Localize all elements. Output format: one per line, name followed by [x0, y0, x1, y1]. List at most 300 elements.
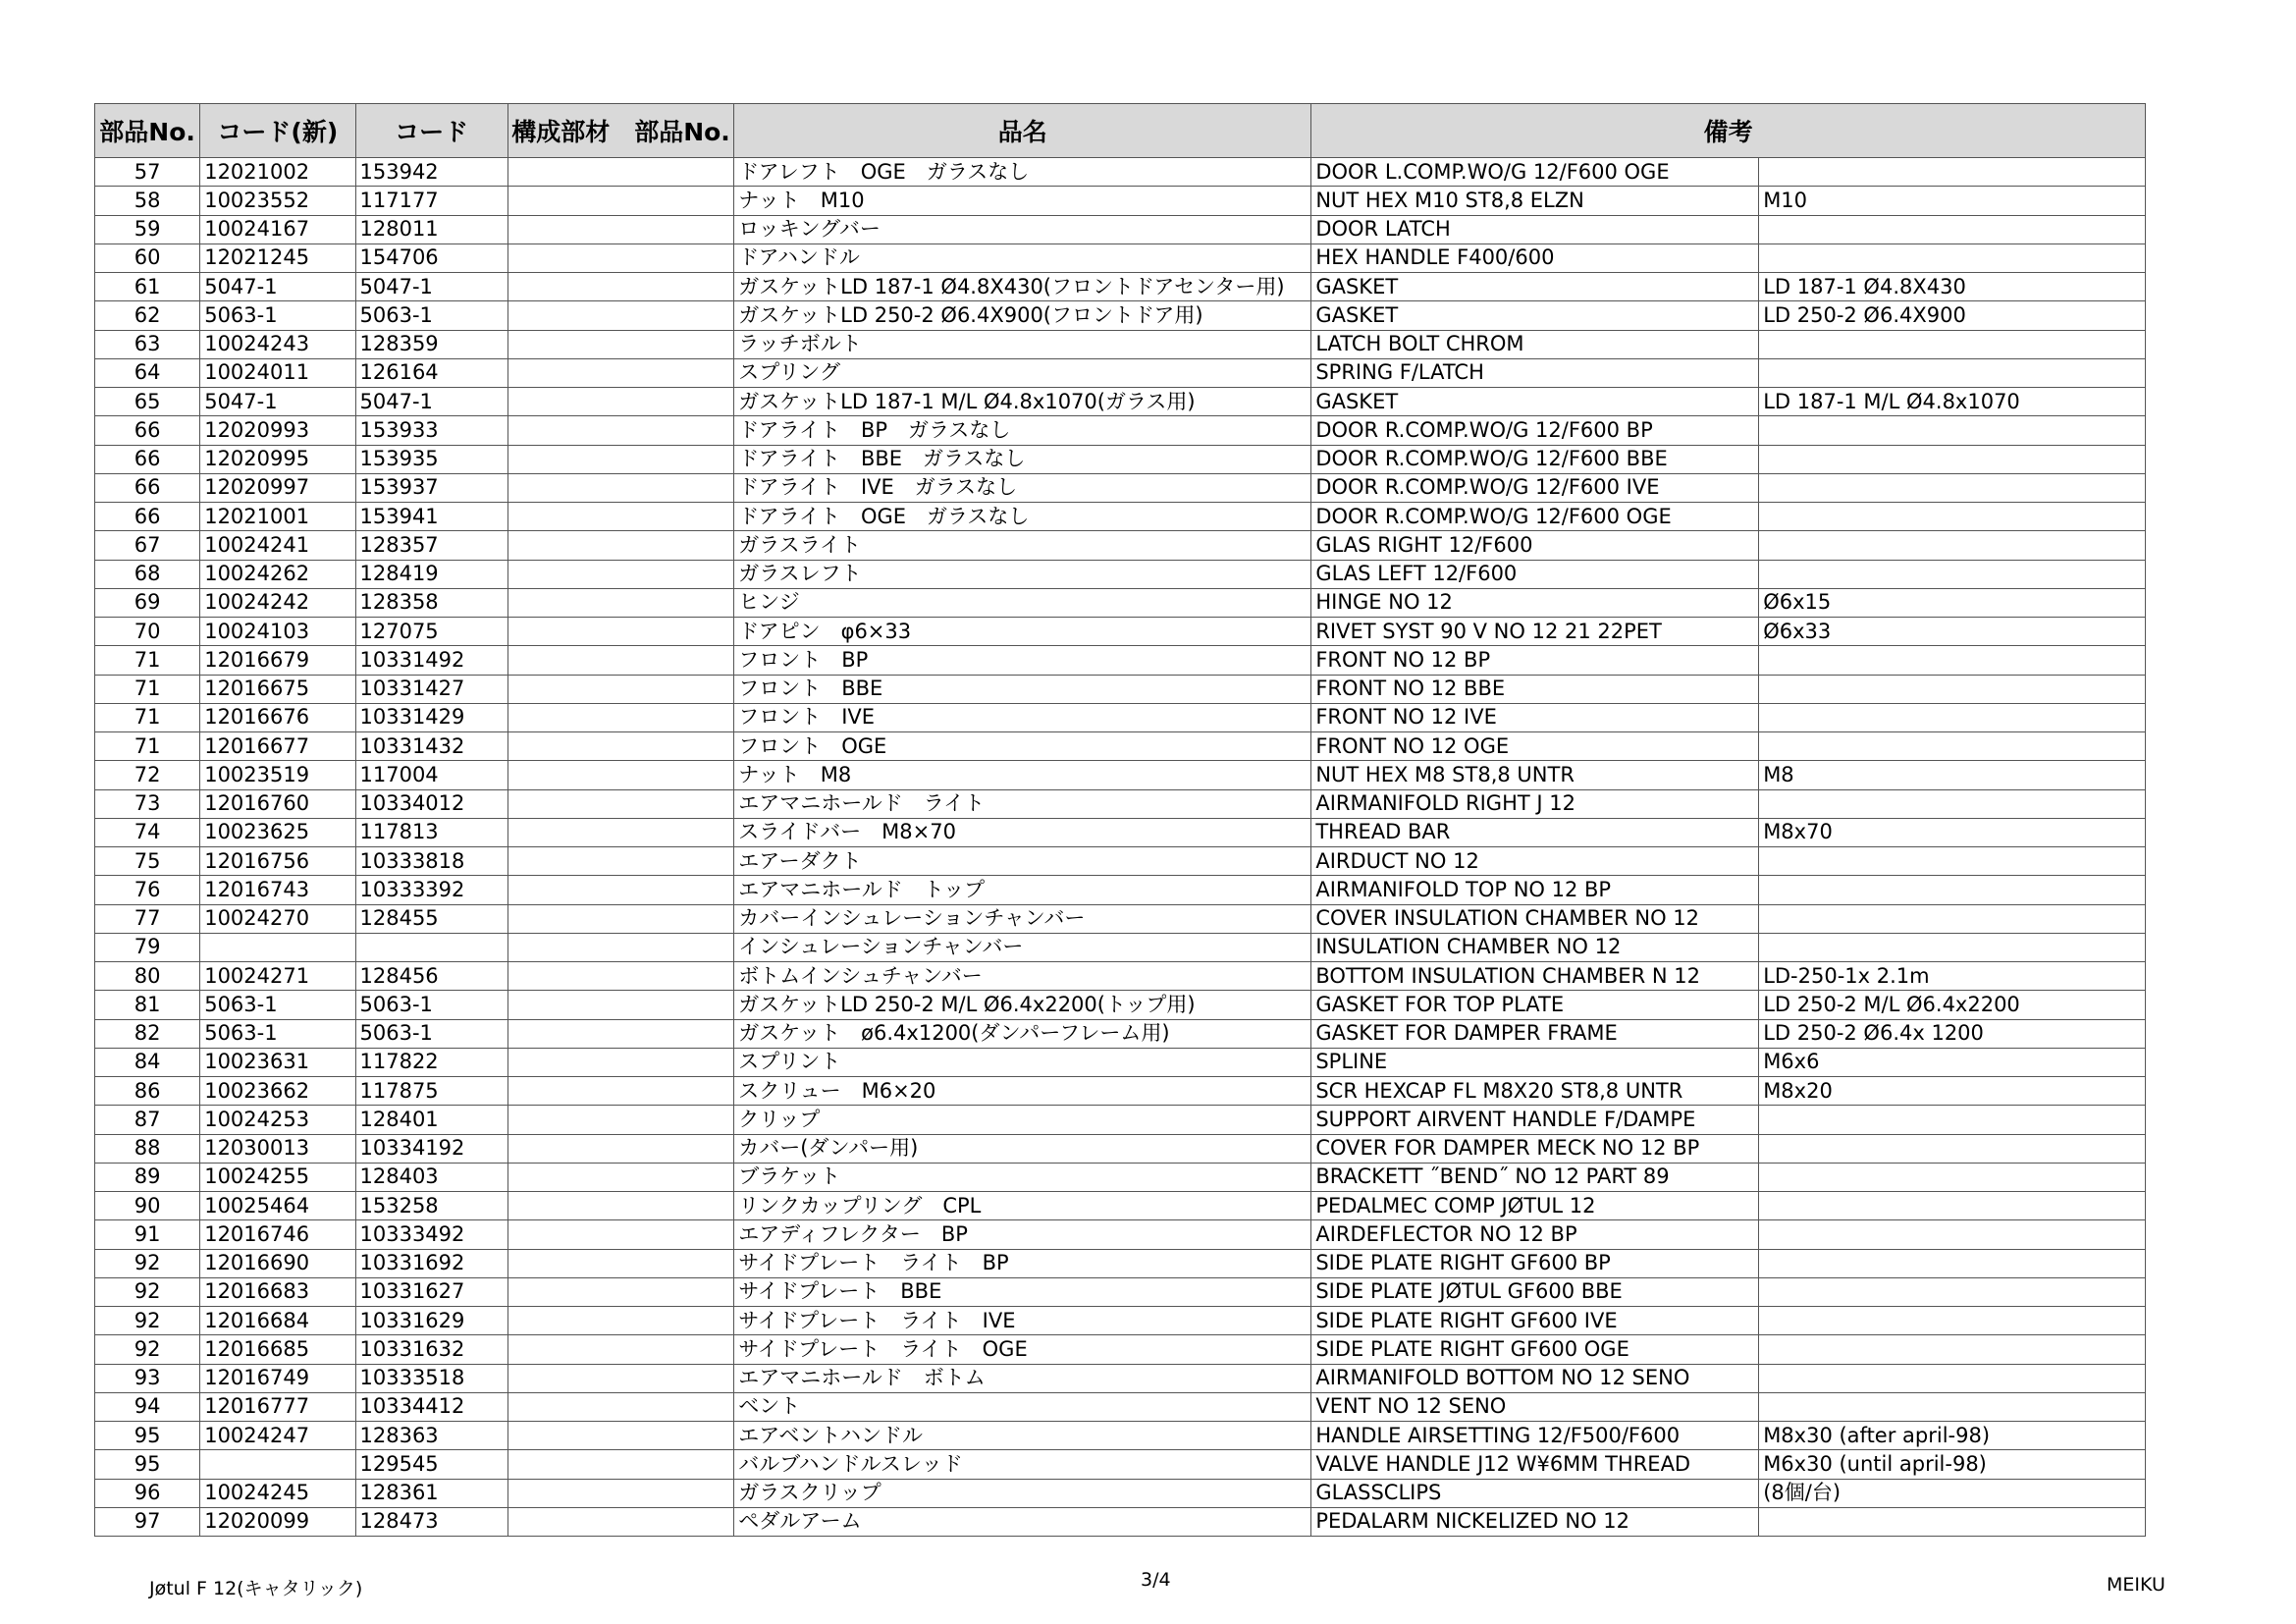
description-cell: PEDALARM NICKELIZED NO 12 — [1311, 1507, 1759, 1536]
code-new-cell: 10024270 — [200, 904, 355, 933]
part-no-cell: 77 — [95, 904, 200, 933]
component-cell — [507, 1019, 733, 1048]
table-row — [95, 1422, 2146, 1450]
component-cell — [507, 158, 733, 187]
description-cell: HEX HANDLE F400/600 — [1311, 244, 1759, 272]
remark-cell: M6x30 (until april-98) — [1759, 1450, 2146, 1479]
description-cell: SPRING F/LATCH — [1311, 358, 1759, 387]
part-no-cell: 93 — [95, 1364, 200, 1392]
table-row — [95, 1277, 2146, 1306]
description-cell: NUT HEX M10 ST8,8 ELZN — [1311, 187, 1759, 215]
product-name-cell: ガスケットLD 250-2 M/L Ø6.4x2200(トップ用) — [734, 991, 1311, 1019]
remark-cell: Ø6x15 — [1759, 588, 2146, 617]
product-name-cell: ナット M8 — [734, 761, 1311, 789]
part-no-cell: 70 — [95, 618, 200, 646]
product-name-cell: サイドプレート BBE — [734, 1277, 1311, 1306]
code-new-cell: 10023625 — [200, 818, 355, 846]
table-row — [95, 473, 2146, 502]
code-new-cell: 12016676 — [200, 703, 355, 731]
component-cell — [507, 1307, 733, 1335]
product-name-cell: カバーインシュレーションチャンバー — [734, 904, 1311, 933]
code-cell: 10334012 — [355, 789, 507, 818]
description-cell: GLASSCLIPS — [1311, 1479, 1759, 1507]
description-cell: DOOR LATCH — [1311, 215, 1759, 244]
remark-cell — [1759, 1163, 2146, 1191]
table-row — [95, 416, 2146, 445]
remark-cell — [1759, 473, 2146, 502]
code-cell: 127075 — [355, 618, 507, 646]
code-new-cell: 12021002 — [200, 158, 355, 187]
description-cell: FRONT NO 12 BP — [1311, 646, 1759, 675]
part-no-cell: 66 — [95, 416, 200, 445]
code-cell: 153937 — [355, 473, 507, 502]
remark-cell — [1759, 1507, 2146, 1536]
product-name-cell: ドアピン φ6×33 — [734, 618, 1311, 646]
code-cell: 5047-1 — [355, 388, 507, 416]
part-no-cell: 66 — [95, 503, 200, 531]
code-new-cell: 10024245 — [200, 1479, 355, 1507]
product-name-cell: ガスケットLD 250-2 Ø6.4X900(フロントドア用) — [734, 301, 1311, 330]
product-name-cell: エアディフレクター BP — [734, 1220, 1311, 1249]
product-name-cell: ボトムインシュチャンバー — [734, 962, 1311, 991]
code-cell: 10333518 — [355, 1364, 507, 1392]
code-new-cell: 12016685 — [200, 1335, 355, 1364]
code-new-cell: 12016743 — [200, 876, 355, 904]
code-new-cell: 12021001 — [200, 503, 355, 531]
description-cell: GASKET — [1311, 273, 1759, 301]
description-cell: BOTTOM INSULATION CHAMBER N 12 — [1311, 962, 1759, 991]
table-row — [95, 1364, 2146, 1392]
remark-cell — [1759, 531, 2146, 560]
component-cell — [507, 388, 733, 416]
part-no-cell: 66 — [95, 473, 200, 502]
product-name-cell: ベント — [734, 1392, 1311, 1421]
part-no-cell: 75 — [95, 847, 200, 876]
product-name-cell: サイドプレート ライト BP — [734, 1249, 1311, 1277]
code-new-cell: 12016777 — [200, 1392, 355, 1421]
part-no-cell: 71 — [95, 675, 200, 703]
table-row — [95, 1106, 2146, 1134]
remark-cell — [1759, 675, 2146, 703]
part-no-cell: 63 — [95, 330, 200, 358]
table-row — [95, 847, 2146, 876]
table-row — [95, 301, 2146, 330]
description-cell: COVER INSULATION CHAMBER NO 12 — [1311, 904, 1759, 933]
table-body — [95, 158, 2146, 1537]
part-no-cell: 73 — [95, 789, 200, 818]
remark-cell — [1759, 1249, 2146, 1277]
part-no-cell: 61 — [95, 273, 200, 301]
component-cell — [507, 847, 733, 876]
component-cell — [507, 1479, 733, 1507]
code-new-cell: 12016756 — [200, 847, 355, 876]
product-name-cell: ラッチボルト — [734, 330, 1311, 358]
table-row — [95, 1192, 2146, 1220]
code-new-cell: 12020995 — [200, 445, 355, 473]
header-row — [95, 104, 2146, 158]
remark-cell: LD 187-1 Ø4.8X430 — [1759, 273, 2146, 301]
code-cell: 117004 — [355, 761, 507, 789]
table-row — [95, 1307, 2146, 1335]
component-cell — [507, 1192, 733, 1220]
code-new-cell: 12030013 — [200, 1134, 355, 1163]
part-no-cell: 64 — [95, 358, 200, 387]
code-cell: 10331629 — [355, 1307, 507, 1335]
description-cell: HINGE NO 12 — [1311, 588, 1759, 617]
footer-page-number: 3/4 — [1141, 1569, 1171, 1591]
code-cell: 153933 — [355, 416, 507, 445]
remark-cell: M8 — [1759, 761, 2146, 789]
part-no-cell: 76 — [95, 876, 200, 904]
description-cell: GASKET FOR TOP PLATE — [1311, 991, 1759, 1019]
code-cell: 128363 — [355, 1422, 507, 1450]
part-no-cell: 94 — [95, 1392, 200, 1421]
remark-cell — [1759, 416, 2146, 445]
part-no-cell: 95 — [95, 1450, 200, 1479]
code-cell: 117813 — [355, 818, 507, 846]
part-no-cell: 96 — [95, 1479, 200, 1507]
code-cell: 128359 — [355, 330, 507, 358]
remark-cell: M8x70 — [1759, 818, 2146, 846]
component-cell — [507, 904, 733, 933]
table-row — [95, 1134, 2146, 1163]
product-name-cell: スライドバー M8×70 — [734, 818, 1311, 846]
description-cell: GASKET FOR DAMPER FRAME — [1311, 1019, 1759, 1048]
description-cell: SUPPORT AIRVENT HANDLE F/DAMPE — [1311, 1106, 1759, 1134]
table-row — [95, 1507, 2146, 1536]
description-cell: DOOR L.COMP.WO/G 12/F600 OGE — [1311, 158, 1759, 187]
part-no-cell: 69 — [95, 588, 200, 617]
component-cell — [507, 1335, 733, 1364]
code-cell: 10331492 — [355, 646, 507, 675]
table-row — [95, 904, 2146, 933]
remark-cell: (8個/台) — [1759, 1479, 2146, 1507]
remark-cell: M10 — [1759, 187, 2146, 215]
product-name-cell: サイドプレート ライト OGE — [734, 1335, 1311, 1364]
component-cell — [507, 818, 733, 846]
part-no-cell: 90 — [95, 1192, 200, 1220]
description-cell: VENT NO 12 SENO — [1311, 1392, 1759, 1421]
part-no-cell: 92 — [95, 1335, 200, 1364]
remark-cell: LD 250-2 Ø6.4x 1200 — [1759, 1019, 2146, 1048]
description-cell: DOOR R.COMP.WO/G 12/F600 BBE — [1311, 445, 1759, 473]
code-cell: 10331627 — [355, 1277, 507, 1306]
code-cell: 117822 — [355, 1048, 507, 1076]
component-cell — [507, 1450, 733, 1479]
product-name-cell: ナット M10 — [734, 187, 1311, 215]
code-new-cell: 10024271 — [200, 962, 355, 991]
part-no-cell: 81 — [95, 991, 200, 1019]
code-cell: 10331692 — [355, 1249, 507, 1277]
table-row — [95, 1479, 2146, 1507]
part-no-cell: 74 — [95, 818, 200, 846]
remark-cell — [1759, 1277, 2146, 1306]
component-cell — [507, 1077, 733, 1106]
code-cell: 10334192 — [355, 1134, 507, 1163]
table-row — [95, 962, 2146, 991]
component-cell — [507, 273, 733, 301]
table-row — [95, 388, 2146, 416]
table-row — [95, 273, 2146, 301]
product-name-cell: ロッキングバー — [734, 215, 1311, 244]
remark-cell: LD 250-2 M/L Ø6.4x2200 — [1759, 991, 2146, 1019]
table-row — [95, 933, 2146, 961]
part-no-cell: 86 — [95, 1077, 200, 1106]
code-cell — [355, 933, 507, 961]
remark-cell: M8x20 — [1759, 1077, 2146, 1106]
product-name-cell: カバー(ダンパー用) — [734, 1134, 1311, 1163]
product-name-cell: リンクカップリング CPL — [734, 1192, 1311, 1220]
component-cell — [507, 215, 733, 244]
product-name-cell: ガスケット ø6.4x1200(ダンパーフレーム用) — [734, 1019, 1311, 1048]
component-cell — [507, 445, 733, 473]
product-name-cell: フロント OGE — [734, 732, 1311, 761]
code-cell: 5063-1 — [355, 1019, 507, 1048]
description-cell: GLAS RIGHT 12/F600 — [1311, 531, 1759, 560]
part-no-cell: 82 — [95, 1019, 200, 1048]
description-cell: LATCH BOLT CHROM — [1311, 330, 1759, 358]
table-row — [95, 531, 2146, 560]
component-cell — [507, 618, 733, 646]
remark-cell: M6x6 — [1759, 1048, 2146, 1076]
part-no-cell: 65 — [95, 388, 200, 416]
part-no-cell: 71 — [95, 732, 200, 761]
code-new-cell: 5063-1 — [200, 1019, 355, 1048]
part-no-cell: 92 — [95, 1277, 200, 1306]
part-no-cell: 59 — [95, 215, 200, 244]
code-new-cell: 12016749 — [200, 1364, 355, 1392]
product-name-cell: ガスケットLD 187-1 Ø4.8X430(フロントドアセンター用) — [734, 273, 1311, 301]
code-new-cell: 5063-1 — [200, 991, 355, 1019]
code-new-cell: 10024255 — [200, 1163, 355, 1191]
part-no-cell: 95 — [95, 1422, 200, 1450]
remark-cell: LD 250-2 Ø6.4X900 — [1759, 301, 2146, 330]
remark-cell — [1759, 904, 2146, 933]
component-cell — [507, 531, 733, 560]
code-cell: 128419 — [355, 560, 507, 588]
table-row — [95, 1048, 2146, 1076]
product-name-cell: エアーダクト — [734, 847, 1311, 876]
table-row — [95, 646, 2146, 675]
description-cell: AIRMANIFOLD RIGHT J 12 — [1311, 789, 1759, 818]
component-cell — [507, 1507, 733, 1536]
header-part-no: 部品No. — [95, 104, 200, 158]
description-cell: GASKET — [1311, 301, 1759, 330]
component-cell — [507, 1134, 733, 1163]
code-new-cell: 12016679 — [200, 646, 355, 675]
description-cell: PEDALMEC COMP JØTUL 12 — [1311, 1192, 1759, 1220]
code-cell: 128358 — [355, 588, 507, 617]
product-name-cell: ブラケット — [734, 1163, 1311, 1191]
component-cell — [507, 732, 733, 761]
component-cell — [507, 244, 733, 272]
remark-cell — [1759, 1134, 2146, 1163]
description-cell: NUT HEX M8 ST8,8 UNTR — [1311, 761, 1759, 789]
code-cell: 128401 — [355, 1106, 507, 1134]
part-no-cell: 91 — [95, 1220, 200, 1249]
code-cell: 128403 — [355, 1163, 507, 1191]
code-new-cell: 10024253 — [200, 1106, 355, 1134]
product-name-cell: ドアハンドル — [734, 244, 1311, 272]
part-no-cell: 71 — [95, 703, 200, 731]
description-cell: FRONT NO 12 OGE — [1311, 732, 1759, 761]
remark-cell — [1759, 503, 2146, 531]
component-cell — [507, 1249, 733, 1277]
component-cell — [507, 301, 733, 330]
part-no-cell: 79 — [95, 933, 200, 961]
parts-table — [94, 103, 2146, 1537]
code-new-cell: 12020099 — [200, 1507, 355, 1536]
description-cell: FRONT NO 12 IVE — [1311, 703, 1759, 731]
description-cell: SIDE PLATE RIGHT GF600 IVE — [1311, 1307, 1759, 1335]
code-new-cell: 12016677 — [200, 732, 355, 761]
description-cell: SPLINE — [1311, 1048, 1759, 1076]
component-cell — [507, 560, 733, 588]
code-new-cell: 5063-1 — [200, 301, 355, 330]
table-row — [95, 503, 2146, 531]
table-row — [95, 1450, 2146, 1479]
code-cell: 128011 — [355, 215, 507, 244]
part-no-cell: 92 — [95, 1249, 200, 1277]
product-name-cell: スクリュー M6×20 — [734, 1077, 1311, 1106]
table-row — [95, 187, 2146, 215]
code-new-cell: 10023519 — [200, 761, 355, 789]
part-no-cell: 62 — [95, 301, 200, 330]
table-row — [95, 1249, 2146, 1277]
product-name-cell: エアマニホールド ボトム — [734, 1364, 1311, 1392]
remark-cell: LD 187-1 M/L Ø4.8x1070 — [1759, 388, 2146, 416]
product-name-cell: バルブハンドルスレッド — [734, 1450, 1311, 1479]
component-cell — [507, 1364, 733, 1392]
code-new-cell — [200, 1450, 355, 1479]
code-new-cell: 12021245 — [200, 244, 355, 272]
product-name-cell: エアマニホールド ライト — [734, 789, 1311, 818]
table-row — [95, 445, 2146, 473]
part-no-cell: 88 — [95, 1134, 200, 1163]
footer-left: Jøtul F 12(キャタリック) — [149, 1578, 363, 1599]
code-new-cell: 5047-1 — [200, 273, 355, 301]
product-name-cell: ガラスクリップ — [734, 1479, 1311, 1507]
part-no-cell: 60 — [95, 244, 200, 272]
table-row — [95, 618, 2146, 646]
code-cell: 10331427 — [355, 675, 507, 703]
code-cell: 5063-1 — [355, 991, 507, 1019]
remark-cell — [1759, 789, 2146, 818]
description-cell: THREAD BAR — [1311, 818, 1759, 846]
code-new-cell: 10023552 — [200, 187, 355, 215]
remark-cell — [1759, 158, 2146, 187]
product-name-cell: スプリング — [734, 358, 1311, 387]
table-row — [95, 215, 2146, 244]
description-cell: AIRMANIFOLD BOTTOM NO 12 SENO — [1311, 1364, 1759, 1392]
header-code-new: コード(新) — [200, 104, 355, 158]
remark-cell: Ø6x33 — [1759, 618, 2146, 646]
code-new-cell: 10025464 — [200, 1192, 355, 1220]
component-cell — [507, 703, 733, 731]
code-new-cell: 12016684 — [200, 1307, 355, 1335]
description-cell: SIDE PLATE RIGHT GF600 OGE — [1311, 1335, 1759, 1364]
component-cell — [507, 991, 733, 1019]
product-name-cell: エアマニホールド トップ — [734, 876, 1311, 904]
remark-cell — [1759, 560, 2146, 588]
component-cell — [507, 1048, 733, 1076]
part-no-cell: 68 — [95, 560, 200, 588]
code-new-cell: 10024262 — [200, 560, 355, 588]
product-name-cell: ガラスライト — [734, 531, 1311, 560]
code-new-cell: 12016760 — [200, 789, 355, 818]
description-cell: AIRDEFLECTOR NO 12 BP — [1311, 1220, 1759, 1249]
remark-cell — [1759, 358, 2146, 387]
code-new-cell: 12016690 — [200, 1249, 355, 1277]
code-new-cell: 10024241 — [200, 531, 355, 560]
description-cell: RIVET SYST 90 V NO 12 21 22PET — [1311, 618, 1759, 646]
component-cell — [507, 761, 733, 789]
code-cell: 10331429 — [355, 703, 507, 731]
part-no-cell: 58 — [95, 187, 200, 215]
product-name-cell: インシュレーションチャンバー — [734, 933, 1311, 961]
remark-cell — [1759, 1106, 2146, 1134]
product-name-cell: ヒンジ — [734, 588, 1311, 617]
product-name-cell: エアベントハンドル — [734, 1422, 1311, 1450]
product-name-cell: ドアライト BP ガラスなし — [734, 416, 1311, 445]
component-cell — [507, 416, 733, 445]
code-cell: 5047-1 — [355, 273, 507, 301]
remark-cell — [1759, 732, 2146, 761]
remark-cell — [1759, 1220, 2146, 1249]
product-name-cell: ガラスレフト — [734, 560, 1311, 588]
remark-cell — [1759, 646, 2146, 675]
component-cell — [507, 789, 733, 818]
component-cell — [507, 675, 733, 703]
description-cell: INSULATION CHAMBER NO 12 — [1311, 933, 1759, 961]
remark-cell — [1759, 703, 2146, 731]
code-cell: 153942 — [355, 158, 507, 187]
part-no-cell: 80 — [95, 962, 200, 991]
remark-cell — [1759, 330, 2146, 358]
code-new-cell: 12020993 — [200, 416, 355, 445]
code-cell: 129545 — [355, 1450, 507, 1479]
code-cell: 126164 — [355, 358, 507, 387]
table-row — [95, 1019, 2146, 1048]
product-name-cell: ペダルアーム — [734, 1507, 1311, 1536]
code-cell: 10334412 — [355, 1392, 507, 1421]
description-cell: VALVE HANDLE J12 W¥6MM THREAD — [1311, 1450, 1759, 1479]
code-cell: 117177 — [355, 187, 507, 215]
code-cell: 10333492 — [355, 1220, 507, 1249]
code-new-cell: 10024167 — [200, 215, 355, 244]
table-row — [95, 588, 2146, 617]
part-no-cell: 87 — [95, 1106, 200, 1134]
description-cell: FRONT NO 12 BBE — [1311, 675, 1759, 703]
part-no-cell: 92 — [95, 1307, 200, 1335]
code-new-cell: 10023662 — [200, 1077, 355, 1106]
remark-cell — [1759, 1192, 2146, 1220]
table-row — [95, 1163, 2146, 1191]
remark-cell — [1759, 876, 2146, 904]
table-row — [95, 560, 2146, 588]
remark-cell: M8x30 (after april-98) — [1759, 1422, 2146, 1450]
code-new-cell: 10024243 — [200, 330, 355, 358]
code-cell: 128361 — [355, 1479, 507, 1507]
table-row — [95, 789, 2146, 818]
table-row — [95, 991, 2146, 1019]
part-no-cell: 66 — [95, 445, 200, 473]
header-code: コード — [355, 104, 507, 158]
component-cell — [507, 330, 733, 358]
description-cell: AIRDUCT NO 12 — [1311, 847, 1759, 876]
remark-cell — [1759, 445, 2146, 473]
description-cell: BRACKETT ˝BEND˝ NO 12 PART 89 — [1311, 1163, 1759, 1191]
